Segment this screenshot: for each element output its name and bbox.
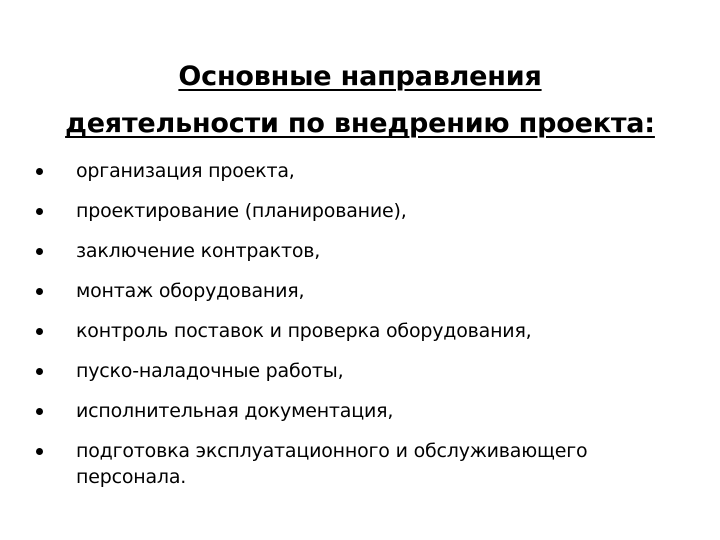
- bullet-text: исполнительная документация,: [76, 400, 394, 422]
- bullet-dot-icon: [36, 408, 43, 415]
- slide-title: [10, 53, 710, 147]
- bullet-text: монтаж оборудования,: [76, 280, 305, 302]
- bullet-item: [36, 358, 696, 384]
- bullet-item: [36, 398, 696, 424]
- bullet-text: контроль поставок и проверка оборудования,: [76, 320, 532, 342]
- bullet-text: проектирование (планирование),: [76, 200, 407, 222]
- slide-title-line-2: деятельности по внедрению проекта:: [65, 108, 655, 139]
- bullet-dot-icon: [36, 448, 43, 455]
- bullet-item: [36, 278, 696, 304]
- bullet-dot-icon: [36, 288, 43, 295]
- bullet-text: пуско-наладочные работы,: [76, 360, 344, 382]
- bullet-item: [36, 318, 696, 344]
- bullet-dot-icon: [36, 368, 43, 375]
- bullet-dot-icon: [36, 208, 43, 215]
- bullet-dot-icon: [36, 328, 43, 335]
- bullet-text: подготовка эксплуатационного и обслуживающего персонала.: [76, 440, 588, 488]
- bullet-item: [36, 198, 696, 224]
- bullet-text: организация проекта,: [76, 160, 295, 182]
- slide-title-line-1: Основные направления: [178, 61, 542, 92]
- bullet-dot-icon: [36, 168, 43, 175]
- bullet-item: [36, 238, 696, 264]
- bullet-item: [36, 158, 696, 184]
- bullet-text: заключение контрактов,: [76, 240, 321, 262]
- bullet-dot-icon: [36, 248, 43, 255]
- bullet-list: [36, 158, 696, 504]
- bullet-item: [36, 438, 696, 490]
